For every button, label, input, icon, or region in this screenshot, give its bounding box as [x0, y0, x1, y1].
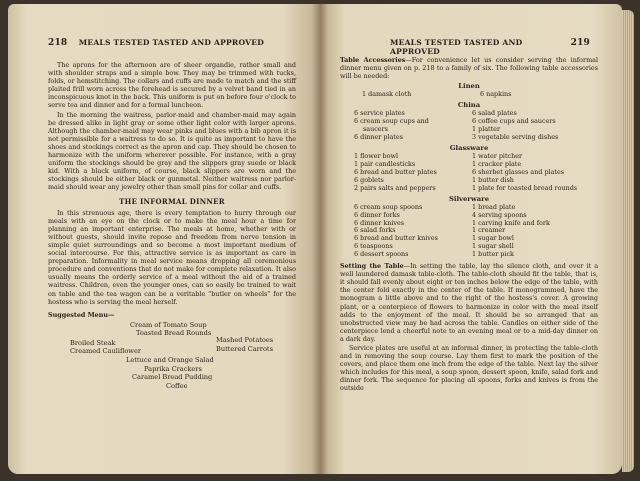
- list-item: 1 plate for toasted bread rounds: [472, 183, 578, 192]
- intro-text: —For convenience let us consider serving the informal dinner menu given on p. 218 to a family of six. The following table accessories will be needed:: [340, 56, 598, 81]
- right-page: [320, 4, 622, 474]
- list-item: 6 bread and butter knives: [354, 234, 438, 243]
- glassware-list: [340, 153, 598, 193]
- paragraph: Service plates are useful at an informal dinner, in protecting the table-cloth and in removing the soup course. Lay them first to mark the position of the covers, and place them one inch from the edge of the table. Next lay the silver which includes for this meal, a soup spoon, dessert spoon, knife, salad fork and dinner fork. The sequence for placing all spoons, forks and knives is from the outside: [340, 344, 598, 393]
- book-spine: [312, 4, 328, 474]
- intro-paragraph: [340, 56, 598, 80]
- menu-item: Creamed Cauliflower: [70, 346, 142, 355]
- silverware-list: [340, 204, 598, 259]
- list-item: 1 bread plate: [472, 202, 516, 211]
- list-item: 1 cracker plate: [472, 160, 522, 168]
- left-page-number: 218: [48, 38, 68, 48]
- setting-lead: Setting the Table: [340, 262, 404, 271]
- list-item: 1 water pitcher: [472, 152, 523, 161]
- list-item: 6 dinner plates: [354, 133, 403, 142]
- list-item: 6 teaspoons: [354, 242, 393, 251]
- section-title: THE INFORMAL DINNER: [119, 196, 225, 206]
- setting-paragraph: [340, 262, 598, 343]
- page-edges: [622, 10, 634, 472]
- list-item: 6 cream soup cups and: [354, 117, 429, 126]
- list-item: saucers: [363, 125, 388, 134]
- list-item: 6 dinner knives: [354, 218, 405, 227]
- list-item: 6 coffee cups and saucers: [472, 117, 556, 126]
- list-item: 6 napkins: [480, 90, 512, 99]
- menu-item: Lettuce and Orange Salad: [126, 355, 214, 364]
- left-page: [8, 4, 320, 474]
- list-item: 6 salad plates: [472, 109, 517, 118]
- china-list: [340, 110, 598, 142]
- list-item: 6 dinner forks: [354, 210, 400, 219]
- setting-text: —In setting the table, lay the silence cloth, and over it a well laundered damask table-cloth. The table-cloth should fit the table, that is, it should fall evenly about eight or ten inches below the edge of the table, with the center fold exactly in the center of the table. If monogrammed, have the monogram a little above and to the right of the hostess's cover. A growing plant, or a centerpiece of flowers to harmonize in color with the meal itself adds to the enjoyment of the meal. It should be so arranged that an unobstructed view may be had across the table. Candles on either side of the centerpiece lend a cheerful note to an evening meal or to a mid-day dinner on a dark day.: [340, 262, 599, 343]
- list-item: 4 serving spoons: [472, 210, 527, 219]
- list-item: 1 pair candlesticks: [354, 160, 416, 168]
- open-book: [8, 4, 634, 476]
- list-item: 6 dessert spoons: [354, 250, 409, 259]
- list-item: 2 pairs salts and peppers: [354, 183, 436, 192]
- linen-list: [340, 91, 598, 99]
- paragraph: In this strenuous age, there is every temptation to hurry through our meals with an eye on the clock or to make the meal hour a time for planning an important enterprise. The meals at home, whether with or without guests, should invite repose and freedom from nerve tension in simple quiet surroundings and so become a most important medium of social intercourse. For this, attractive service is as important as care in preparation. Informality in meal service means dropping all ceremonious procedure and conventions that do not make for complete relaxation. It also usually means the orderly service of a meal without the aid of a trained waitress. Children, even the younger ones, can so easily be trained to wait on table and the tea wagon can be a veritable "butler on wheels" for the hostess who is serving the meal herself.: [48, 208, 296, 306]
- list-item: 6 service plates: [354, 109, 405, 118]
- list-item: 6 cream soup spoons: [354, 202, 423, 211]
- list-item: 1 sugar shell: [472, 242, 514, 251]
- left-running-head: [48, 38, 298, 48]
- paragraph: In the morning the waitress, parlor-maid and chamber-maid may again be dressed alike in light gray or some other light color with larger aprons. Although the chamber-maid may wear pinks and blues with a bib apron it is not permissible for a waitress to do so. It is quite as important to have the shoes and stockings correct as the apron and cap. They should be chosen to harmonize with the uniform wherever possible. For instance, with a gray uniform the stockings should be gray and the slippers gray suede or black kid. With a black uniform, of course, black slippers are worn and the stockings should be either black or gunmetal. Neither waitress nor parlor-maid should wear any jewelry other than small pins for collar and cuffs.: [48, 110, 296, 192]
- list-item: 1 damask cloth: [362, 90, 412, 99]
- glassware-title: Glassware: [449, 144, 489, 152]
- list-item: 1 flower bowl: [354, 152, 398, 161]
- menu-item: Toasted Bread Rounds: [136, 328, 212, 337]
- paragraph: The aprons for the afternoon are of sheer organdie, rather small and with shoulder straps and a simple bow. They may be trimmed with tucks, folds, or hemstitching. The collars and cuffs are made to match and the stiff plaited frill worn across the forehead is secured by a velvet band tied in an inconspicuous knot in the back. This uniform is put on before four o'clock to serve tea and dinner and for a formal luncheon.: [48, 61, 296, 110]
- china-title: China: [457, 101, 481, 110]
- list-item: 1 sugar bowl: [472, 234, 514, 243]
- left-running-head-text: MEALS TESTED TASTED AND APPROVED: [78, 38, 264, 47]
- suggested-menu: [48, 321, 296, 401]
- menu-item: Paprika Crackers: [144, 364, 202, 373]
- list-item: 6 bread and butter plates: [354, 167, 437, 176]
- menu-heading: Suggested Menu—: [48, 310, 115, 319]
- linen-title: Linen: [458, 82, 480, 91]
- list-item: 3 vegetable serving dishes: [472, 133, 559, 142]
- right-body: [340, 56, 598, 394]
- menu-item: Caramel Bread Pudding: [132, 372, 213, 381]
- right-page-number: 219: [570, 38, 590, 48]
- menu-item: Mashed Potatoes: [216, 335, 274, 344]
- intro-lead: Table Accessories: [340, 56, 406, 64]
- menu-item: Buttered Carrots: [216, 344, 273, 353]
- list-item: 6 salad forks: [354, 226, 396, 235]
- menu-item: Coffee: [166, 381, 188, 390]
- list-item: 1 creamer: [472, 226, 506, 235]
- menu-item: Broiled Steak: [70, 338, 116, 347]
- list-item: 6 goblets: [354, 175, 384, 184]
- right-running-head-text: MEALS TESTED TASTED AND APPROVED: [390, 38, 523, 56]
- list-item: 6 sherbet glasses and plates: [472, 167, 565, 176]
- silverware-title: Silverware: [448, 194, 490, 203]
- list-item: 1 platter: [472, 125, 501, 134]
- left-body: [48, 61, 296, 401]
- menu-item: Cream of Tomato Soup: [130, 320, 207, 329]
- list-item: 1 carving knife and fork: [472, 218, 550, 227]
- list-item: 1 butter pick: [472, 250, 514, 259]
- right-running-head: [390, 38, 590, 56]
- list-item: 1 butter dish: [472, 175, 514, 184]
